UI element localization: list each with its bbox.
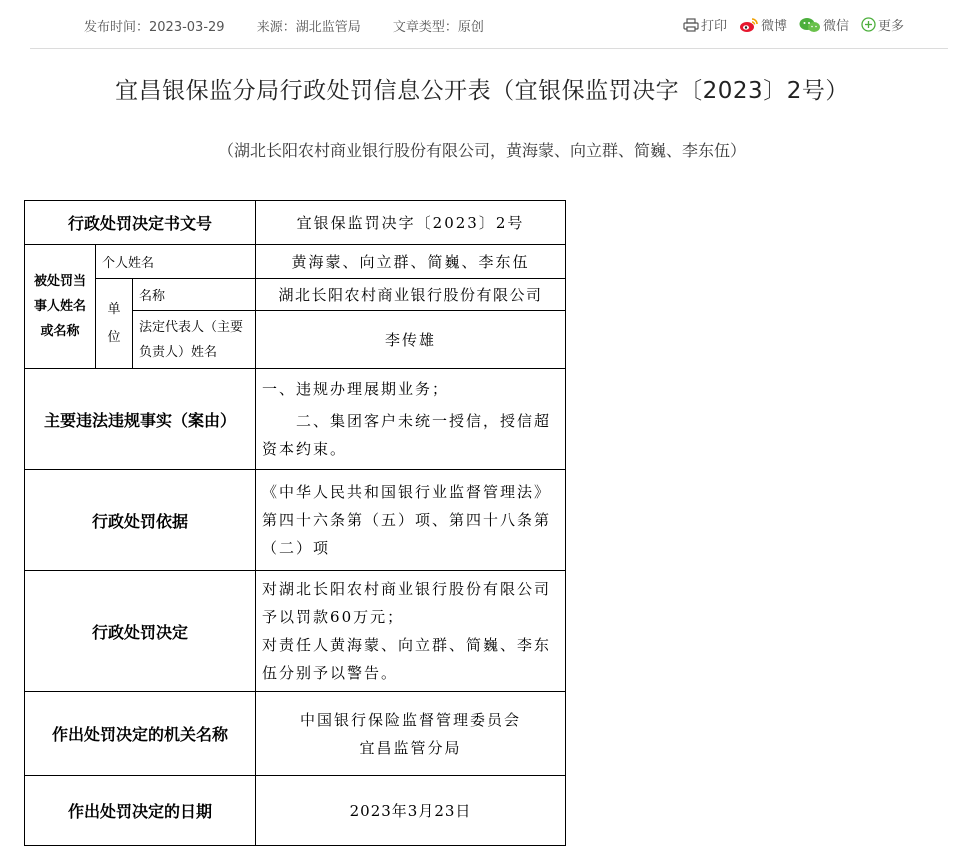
print-button[interactable] <box>683 15 727 34</box>
decision-line: 对责任人黄海蒙、向立群、简巍、李东伍分别予以警告。 <box>262 636 552 682</box>
facts-line: 一、违规办理展期业务； <box>262 380 450 398</box>
basis-value: 《中华人民共和国银行业监督管理法》第四十六条第（五）项、第四十八条第（二）项 <box>256 470 566 571</box>
unit-label <box>96 279 133 369</box>
individual-name-value: 黄海蒙、向立群、简巍、李东伍 <box>256 245 566 279</box>
weibo-share-button[interactable] <box>739 15 787 34</box>
date-label: 作出处罚决定的日期 <box>25 776 256 846</box>
share-toolbar <box>671 15 904 34</box>
print-label: 打印 <box>700 19 727 34</box>
table-row <box>25 279 566 311</box>
legal-rep-value: 李传雄 <box>256 311 566 369</box>
unit-name-label: 名称 <box>133 279 256 311</box>
article-meta <box>84 16 512 35</box>
unit-label-text: 单位 <box>107 301 121 345</box>
penalty-info-table <box>24 200 566 846</box>
basis-label: 行政处罚依据 <box>25 470 256 571</box>
wechat-label: 微信 <box>822 19 849 34</box>
wechat-icon <box>799 17 821 33</box>
unit-name-value: 湖北长阳农村商业银行股份有限公司 <box>256 279 566 311</box>
decision-label: 行政处罚决定 <box>25 571 256 692</box>
article-source: 来源：湖北监管局 <box>256 20 361 35</box>
weibo-label: 微博 <box>760 19 787 34</box>
authority-line: 中国银行保险监督管理委员会 <box>300 710 522 729</box>
more-share-button[interactable] <box>861 15 904 34</box>
weibo-icon <box>739 17 759 33</box>
party-label-text: 被处罚当事人姓名或名称 <box>34 274 87 339</box>
doc-number-value: 宜银保监罚决字〔2023〕2号 <box>256 201 566 245</box>
authority-line: 宜昌监管分局 <box>359 738 462 757</box>
printer-icon <box>683 18 699 32</box>
table-row <box>25 369 566 470</box>
facts-line: 二、集团客户未统一授信，授信超资本约束。 <box>262 412 552 458</box>
header-divider <box>30 48 948 49</box>
decision-line: 对湖北长阳农村商业银行股份有限公司予以罚款60万元； <box>262 580 552 626</box>
facts-value <box>256 369 566 470</box>
article-meta-bar <box>0 0 964 50</box>
table-row <box>25 470 566 571</box>
plus-circle-icon <box>861 17 876 32</box>
more-label: 更多 <box>877 19 904 34</box>
party-label <box>25 245 96 369</box>
facts-label: 主要违法违规事实（案由） <box>25 369 256 470</box>
page-title: 宜昌银保监分局行政处罚信息公开表（宜银保监罚决字〔2023〕2号） <box>115 78 849 104</box>
legal-rep-label: 法定代表人（主要负责人）姓名 <box>133 311 256 369</box>
doc-number-label: 行政处罚决定书文号 <box>25 201 256 245</box>
wechat-share-button[interactable] <box>799 15 849 34</box>
publish-time: 发布时间：2023-03-29 <box>84 20 225 35</box>
page-subtitle: （湖北长阳农村商业银行股份有限公司，黄海蒙、向立群、简巍、李东伍） <box>217 141 746 160</box>
table-row <box>25 201 566 245</box>
authority-value <box>256 692 566 776</box>
table-row <box>25 245 566 279</box>
table-row <box>25 571 566 692</box>
article-type: 文章类型：原创 <box>392 20 484 35</box>
decision-value <box>256 571 566 692</box>
authority-label: 作出处罚决定的机关名称 <box>25 692 256 776</box>
individual-name-label: 个人姓名 <box>96 245 256 279</box>
table-row <box>25 692 566 776</box>
table-row <box>25 776 566 846</box>
date-value: 2023年3月23日 <box>256 776 566 846</box>
